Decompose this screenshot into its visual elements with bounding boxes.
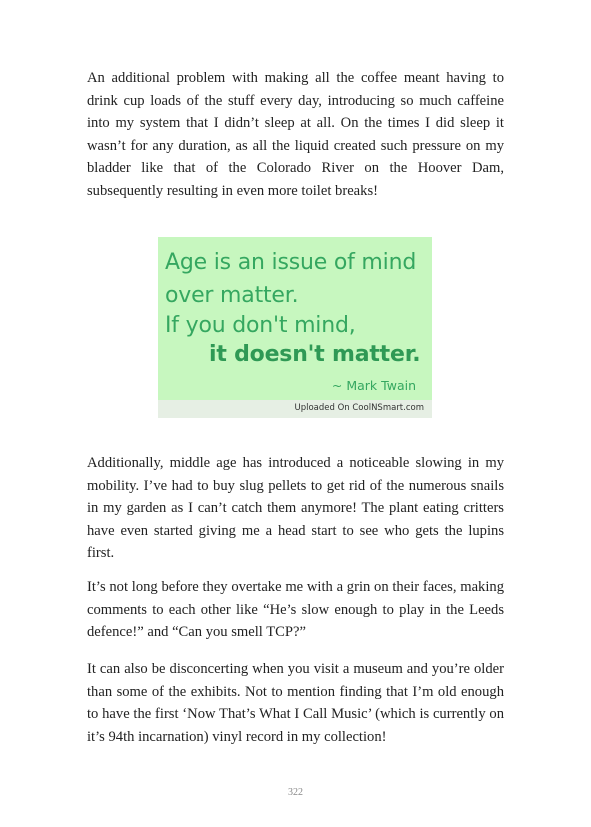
quote-line-2: over matter.	[165, 283, 299, 308]
quote-author: ~ Mark Twain	[331, 378, 416, 393]
quote-line-3: If you don't mind,	[165, 313, 356, 338]
paragraph-coffee: An additional problem with making all the coffee meant having to drink cup loads of the stuff every day, introducing so much caffeine into my system that I didn’t sleep at all. On the times I did sleep it wasn’t for any duration, as all the liquid created such pressure on my bladder like that of the Colorado River on the Hoover Dam, subsequently resulting in even more toilet breaks!	[87, 70, 504, 199]
quote-footer-bar	[158, 400, 432, 418]
page-number: 322	[288, 787, 303, 798]
quote-line-1: Age is an issue of mind	[165, 250, 417, 275]
quote-image	[158, 237, 432, 418]
paragraph-overtake: It’s not long before they overtake me with a grin on their faces, making comments to each other like “He’s slow enough to play in the Leeds defence!” and “Can you smell TCP?”	[87, 579, 504, 640]
paragraph-mobility: Additionally, middle age has introduced a noticeable slowing in my mobility. I’ve had to buy slug pellets to get rid of the numerous snails in my garden as I can’t catch them anymore! The plant eating critters have even started giving me a head start to see who gets the lupins first.	[87, 455, 504, 561]
quote-footer-credit: Uploaded On CoolNSmart.com	[294, 403, 424, 413]
quote-card	[158, 237, 432, 400]
quote-line-4: it doesn't matter.	[209, 342, 421, 367]
paragraph-museum: It can also be disconcerting when you visit a museum and you’re older than some of the exhibits. Not to mention finding that I’m old enough to have the first ‘Now That’s What I Call Music’ (which is currently on it’s 94th incarnation) vinyl record in my collection!	[87, 661, 504, 745]
